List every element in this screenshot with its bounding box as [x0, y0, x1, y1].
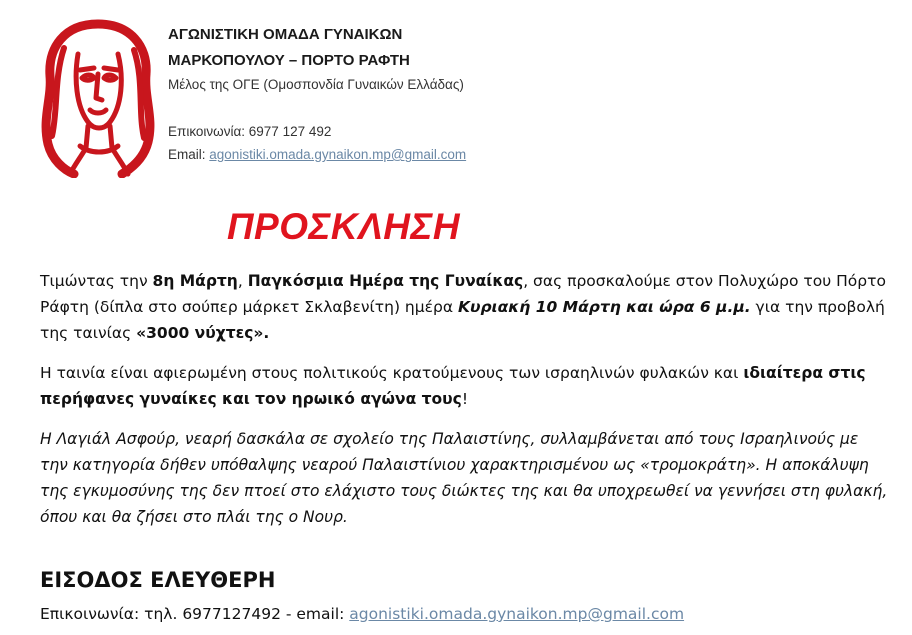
p1-text-2: , — [237, 272, 248, 290]
p1-bold-time — [458, 298, 751, 316]
organization-name-line1: ΑΓΩΝΙΣΤΙΚΗ ΟΜΑΔΑ ΓΥΝΑΙΚΩΝ — [168, 26, 403, 43]
organization-membership: Μέλος της ΟΓΕ (Ομοσπονδία Γυναικών Ελλάδας) — [168, 77, 464, 92]
footer-contact — [40, 605, 684, 623]
p1-text-4: για την προβολή της ταινίας — [40, 298, 885, 342]
admission-heading: ΕΙΣΟΔΟΣ ΕΛΕΥΘΕΡΗ — [40, 568, 276, 592]
header-phone-number: 6977 127 492 — [248, 124, 332, 139]
p2-bold: ιδιαίτερα στις περήφανες γυναίκες και τον ηρωικό αγώνα τους — [40, 364, 866, 408]
p1-text-3: , σας προσκαλούμε στον Πολυχώρο του Πόρτο Ράφτη (δίπλα στο σούπερ μάρκετ Σκλαβενίτη) ημέρα — [40, 272, 886, 316]
woman-face-logo-icon — [34, 18, 162, 178]
p2-text-1: Η ταινία είναι αφιερωμένη στους πολιτικούς κρατούμενους των ισραηλινών φυλακών και — [40, 364, 744, 382]
footer-contact-label: Επικοινωνία: τηλ. 6977127492 - email: — [40, 605, 350, 623]
header-contact — [168, 120, 466, 166]
paragraph-invitation — [40, 268, 890, 346]
p1-text-1: Τιμώντας την — [40, 272, 153, 290]
p1-bold-date: 8η Μάρτη — [152, 272, 238, 290]
invitation-body — [40, 268, 890, 544]
header-email-link[interactable]: agonistiki.omada.gynaikon.mp@gmail.com — [209, 147, 467, 162]
header-phone-label: Επικοινωνία: — [168, 124, 246, 139]
p2-text-2: ! — [461, 390, 469, 408]
p1-bold-film: «3000 νύχτες». — [136, 324, 270, 342]
header-email-label: Email: — [168, 147, 206, 162]
header-email-line — [168, 143, 466, 166]
organization-name-line2: ΜΑΡΚΟΠΟΥΛΟΥ – ΠΟΡΤΟ ΡΑΦΤΗ — [168, 52, 410, 69]
footer-email-link[interactable]: agonistiki.omada.gynaikon.mp@gmail.com — [349, 605, 685, 623]
p1-bold-day: Παγκόσμια Ημέρα της Γυναίκας — [247, 272, 524, 290]
organization-header — [168, 22, 464, 96]
paragraph-dedication — [40, 360, 890, 412]
p1-event-time: Κυριακή 10 Μάρτη και ώρα 6 μ.μ. — [457, 298, 751, 316]
page-title: ΠΡΟΣΚΛΗΣΗ — [227, 206, 461, 247]
paragraph-synopsis: Η Λαγιάλ Ασφούρ, νεαρή δασκάλα σε σχολείο της Παλαιστίνης, συλλαμβάνεται από τους Ισραηλινούς με την κατηγορία δήθεν υπόθαλψης νεαρού Παλαιστίνιου χαρακτηρισμένου ως «τρομοκράτη». Η αποκάλυψη της εγκυμοσύνης της δεν πτοεί στο ελάχιστο τους διώκτες της και θα υποχρεωθεί να γεννήσει στη φυλακή, όπου και θα ζήσει στο πλάι της ο Νουρ. — [40, 430, 888, 526]
header-phone-line — [168, 120, 466, 143]
